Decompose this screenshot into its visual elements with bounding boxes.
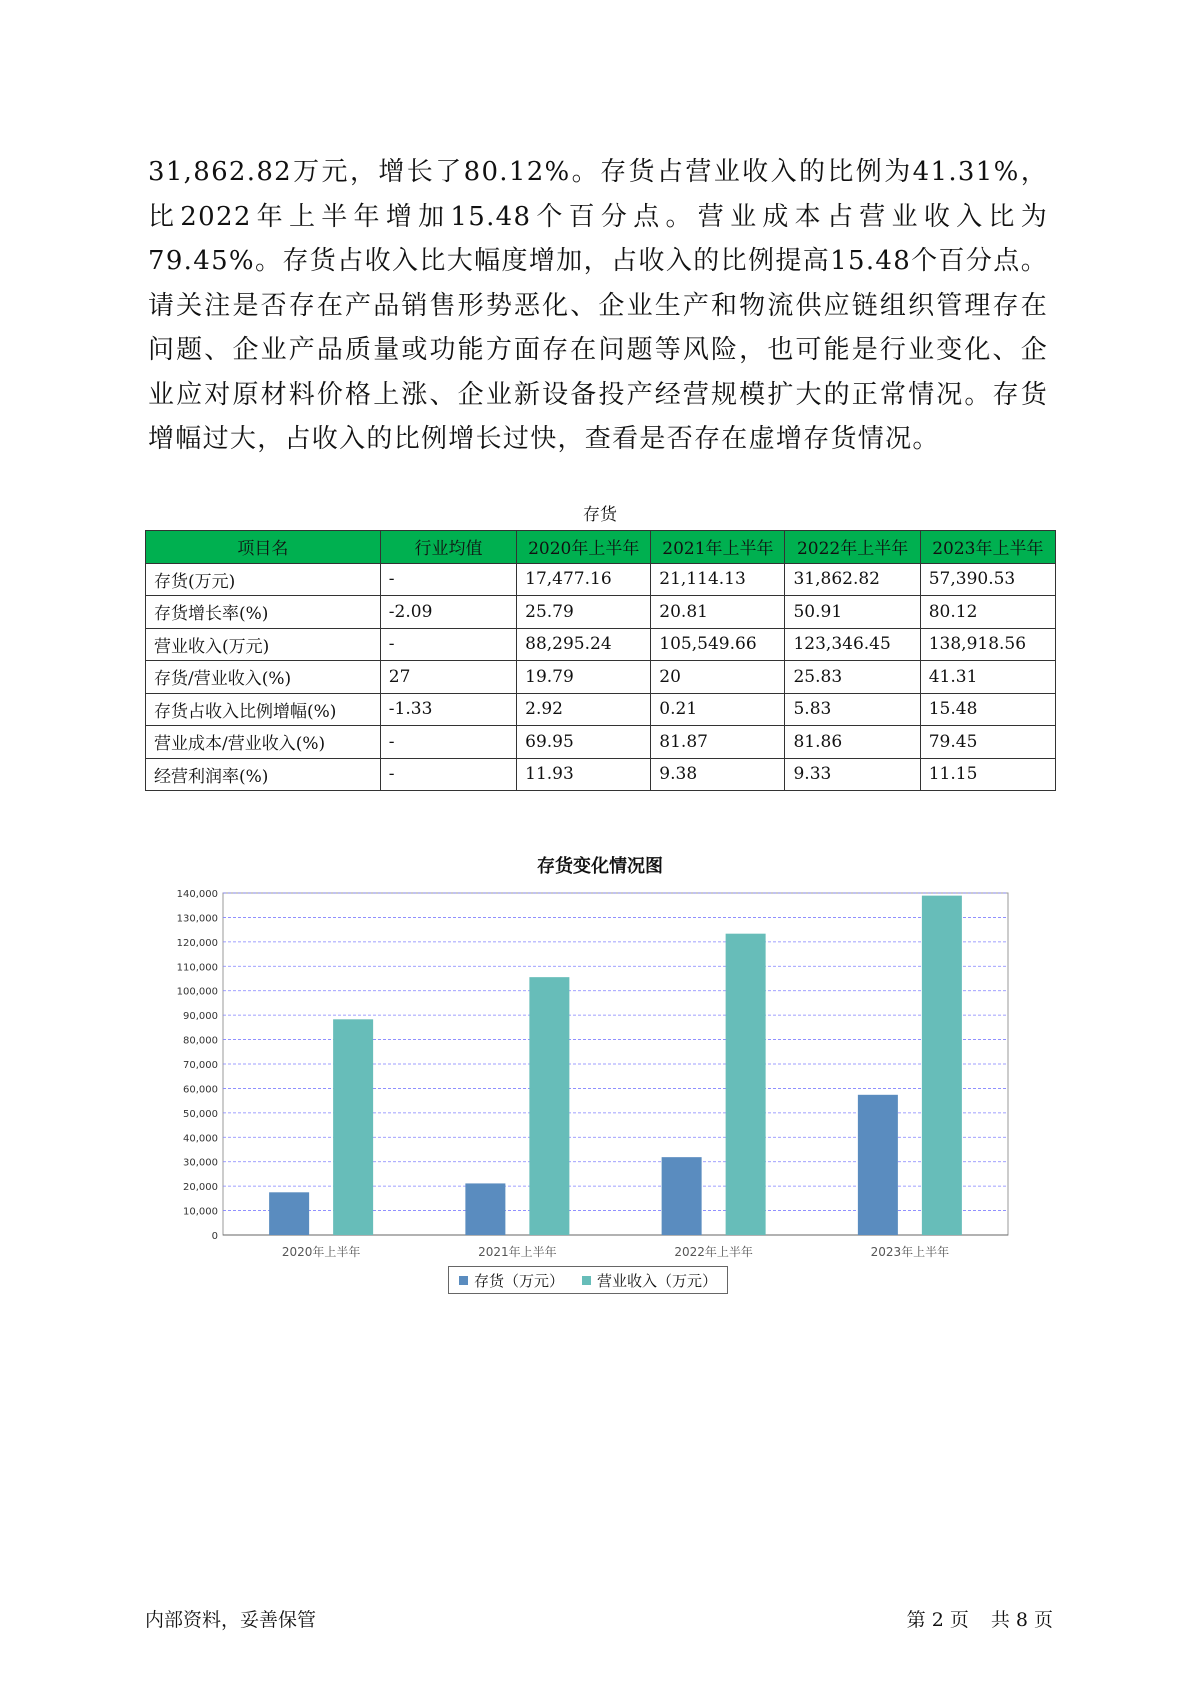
- table-cell: 25.83: [785, 661, 920, 694]
- table-cell: 79.45: [920, 726, 1055, 759]
- table-cell: 20: [651, 661, 785, 694]
- y-tick-label: 0: [211, 1231, 218, 1242]
- table-cell: 41.31: [920, 661, 1055, 694]
- bar-revenue: [529, 977, 569, 1235]
- table-cell: 69.95: [517, 726, 651, 759]
- y-tick-label: 50,000: [183, 1108, 218, 1120]
- table-cell: -: [380, 726, 516, 759]
- table-cell: 81.86: [785, 726, 920, 759]
- y-tick-label: 120,000: [176, 937, 218, 949]
- table-cell: 105,549.66: [651, 628, 785, 661]
- table-cell: 31,862.82: [785, 563, 920, 596]
- footer-confidential: 内部资料，妥善保管: [145, 1609, 317, 1631]
- table-cell: 19.79: [517, 661, 651, 694]
- table-cell: -: [380, 563, 516, 596]
- body-paragraph: 31,862.82万元，增长了80.12%。存货占营业收入的比例为41.31%，比2022年上半年增加15.48个百分点。营业成本占营业收入比为79.45%。存货占收入比大幅度增加，占收入的比例提高15.48个百分点。请关注是否存在产品销售形势恶化、企业生产和物流供应链组织管理存在问题、企业产品质量或功能方面存在问题等风险，也可能是行业变化、企业应对原材料价格上涨、企业新设备投产经营规模扩大的正常情况。存货增幅过大，占收入的比例增长过快，查看是否存在虚增存货情况。: [148, 157, 1048, 454]
- inventory-table: [145, 530, 1056, 791]
- table-cell: 80.12: [920, 596, 1055, 629]
- bar-revenue: [726, 934, 766, 1235]
- inventory-bar-chart: [150, 878, 1020, 1258]
- table-cell: 50.91: [785, 596, 920, 629]
- legend-label-revenue: 营业收入（万元）: [597, 1271, 718, 1290]
- table-cell: 9.38: [651, 758, 785, 791]
- bar-revenue: [922, 896, 962, 1235]
- legend-swatch-revenue: [582, 1276, 591, 1285]
- table-cell: 经营利润率(%): [146, 758, 381, 791]
- chart-title: 存货变化情况图: [537, 856, 663, 877]
- table-cell: 17,477.16: [517, 563, 651, 596]
- table-cell: -: [380, 628, 516, 661]
- y-tick-label: 60,000: [183, 1084, 218, 1096]
- y-tick-label: 70,000: [183, 1060, 218, 1071]
- x-tick-label: 2020年上半年: [281, 1245, 361, 1258]
- x-tick-label: 2021年上半年: [478, 1245, 557, 1258]
- table-title: 存货: [583, 505, 617, 525]
- table-cell: 营业成本/营业收入(%): [146, 726, 381, 759]
- col-header-industry-avg: 行业均值: [380, 531, 516, 564]
- table-cell: 11.93: [517, 758, 651, 791]
- col-header-2020h1: 2020年上半年: [517, 531, 651, 564]
- legend-label-inventory: 存货（万元）: [474, 1271, 565, 1290]
- y-tick-label: 130,000: [176, 913, 218, 925]
- table-cell: 0.21: [651, 693, 785, 726]
- col-header-item: 项目名: [146, 531, 381, 564]
- table-cell: 81.87: [651, 726, 785, 759]
- y-tick-label: 80,000: [183, 1035, 218, 1047]
- table-cell: 138,918.56: [920, 628, 1055, 661]
- y-tick-label: 30,000: [183, 1157, 218, 1169]
- legend-item-revenue: [582, 1270, 717, 1291]
- table-row: [146, 726, 1056, 759]
- table-cell: 57,390.53: [920, 563, 1055, 596]
- col-header-2021h1: 2021年上半年: [651, 531, 785, 564]
- table-cell: 11.15: [920, 758, 1055, 791]
- footer-page-info: [907, 1605, 1053, 1632]
- table-cell: 27: [380, 661, 516, 694]
- bar-inventory: [269, 1192, 309, 1235]
- y-tick-label: 90,000: [183, 1011, 218, 1023]
- table-cell: 5.83: [785, 693, 920, 726]
- table-row: [146, 758, 1056, 791]
- x-tick-label: 2022年上半年: [674, 1245, 753, 1258]
- table-cell: 存货(万元): [146, 563, 381, 596]
- table-cell: -1.33: [380, 693, 516, 726]
- y-tick-label: 40,000: [183, 1133, 218, 1145]
- table-cell: -2.09: [380, 596, 516, 629]
- col-header-2022h1: 2022年上半年: [785, 531, 920, 564]
- x-tick-label: 2023年上半年: [870, 1245, 950, 1258]
- table-cell: 存货/营业收入(%): [146, 661, 381, 694]
- footer-page-number: 第 2 页: [906, 1609, 969, 1631]
- chart-legend: [448, 1266, 728, 1294]
- bar-inventory: [662, 1157, 702, 1235]
- bar-revenue: [333, 1019, 373, 1235]
- bar-inventory: [465, 1183, 505, 1235]
- table-cell: 21,114.13: [651, 563, 785, 596]
- y-tick-label: 110,000: [176, 962, 218, 974]
- table-cell: 2.92: [517, 693, 651, 726]
- y-tick-label: 20,000: [183, 1182, 218, 1194]
- table-cell: 营业收入(万元): [146, 628, 381, 661]
- table-cell: -: [380, 758, 516, 791]
- legend-item-inventory: [459, 1270, 564, 1291]
- table-cell: 88,295.24: [517, 628, 651, 661]
- col-header-2023h1: 2023年上半年: [920, 531, 1055, 564]
- y-tick-label: 10,000: [183, 1206, 218, 1218]
- table-cell: 123,346.45: [785, 628, 920, 661]
- table-cell: 存货增长率(%): [146, 596, 381, 629]
- table-cell: 25.79: [517, 596, 651, 629]
- table-row: [146, 563, 1056, 596]
- table-row: [146, 628, 1056, 661]
- table-cell: 存货占收入比例增幅(%): [146, 693, 381, 726]
- table-cell: 9.33: [785, 758, 920, 791]
- footer-page-total: 共 8 页: [990, 1609, 1053, 1631]
- table-cell: 15.48: [920, 693, 1055, 726]
- table-header-row: [146, 531, 1056, 564]
- y-tick-label: 100,000: [176, 986, 218, 998]
- table-row: [146, 596, 1056, 629]
- table-row: [146, 661, 1056, 694]
- table-row: [146, 693, 1056, 726]
- legend-swatch-inventory: [459, 1276, 468, 1285]
- bar-inventory: [858, 1095, 898, 1235]
- y-tick-label: 140,000: [176, 889, 218, 900]
- table-cell: 20.81: [651, 596, 785, 629]
